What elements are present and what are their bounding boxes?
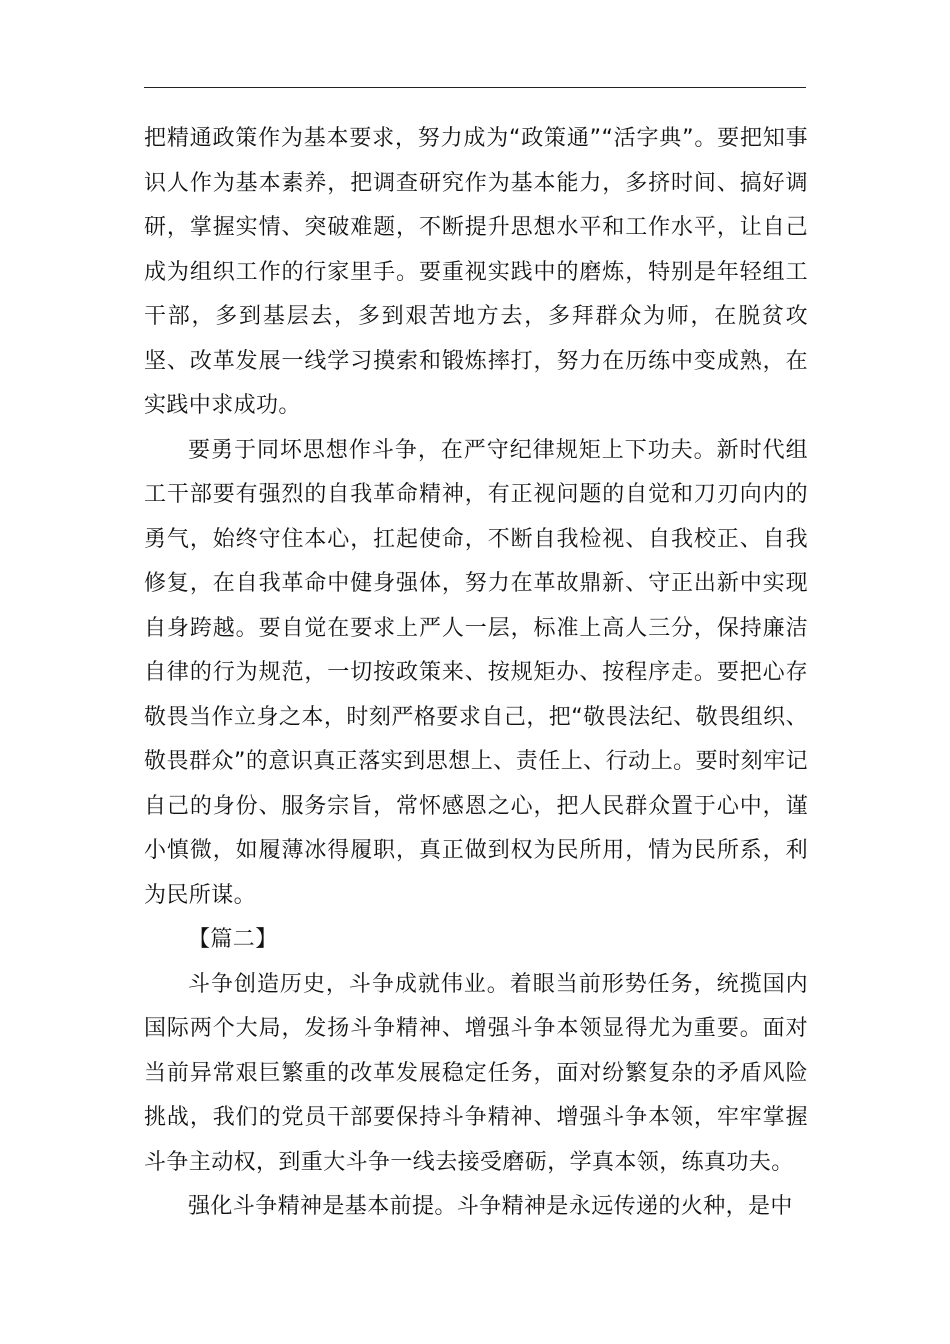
paragraph-4: 强化斗争精神是基本前提。斗争精神是永远传递的火种，是中 bbox=[188, 1194, 793, 1219]
paragraph-2: 要勇于同坏思想作斗争，在严守纪律规矩上下功夫。新时代组工干部要有强烈的自我革命精神，有正视问题的自觉和刀刃向内的勇气，始终守住本心，扛起使命，不断自我检视、自我校正、自我修复，在自我革命中健身强体，努力在革故鼎新、守正出新中实现自身跨越。要自觉在要求上严人一层，标准上高人三分，保持廉洁自律的行为规范，一切按政策来、按规矩办、按程序走。要把心存敬畏当作立身之本，时刻严格要求自己，把“敬畏法纪、敬畏组织、敬畏群众”的意识真正落实到思想上、责任上、行动上。要时刻牢记自己的身份、服务宗旨，常怀感恩之心，把人民群众置于心中，谨小慎微，如履薄冰得履职，真正做到权为民所用，情为民所系，利为民所谋。 bbox=[144, 437, 808, 908]
paragraph-1: 把精通政策作为基本要求，努力成为“政策通”“活字典”。要把知事识人作为基本素养，把调查研究作为基本能力，多挤时间、搞好调研，掌握实情、突破难题，不断提升思想水平和工作水平，让自己成为组织工作的行家里手。要重视实践中的磨炼，特别是年轻组工干部，多到基层去，多到艰苦地方去，多拜群众为师，在脱贫攻坚、改革发展一线学习摸索和锻炼摔打，努力在历练中变成熟，在实践中求成功。 bbox=[144, 126, 808, 418]
header-rule bbox=[144, 87, 806, 88]
section-heading: 【篇二】 bbox=[188, 927, 278, 952]
paragraph-3: 斗争创造历史，斗争成就伟业。着眼当前形势任务，统揽国内国际两个大局，发扬斗争精神、增强斗争本领显得尤为重要。面对当前异常艰巨繁重的改革发展稳定任务，面对纷繁复杂的矛盾风险挑战，我们的党员干部要保持斗争精神、增强斗争本领，牢牢掌握斗争主动权，到重大斗争一线去接受磨砺，学真本领，练真功夫。 bbox=[144, 971, 808, 1175]
document-body bbox=[144, 117, 808, 1230]
